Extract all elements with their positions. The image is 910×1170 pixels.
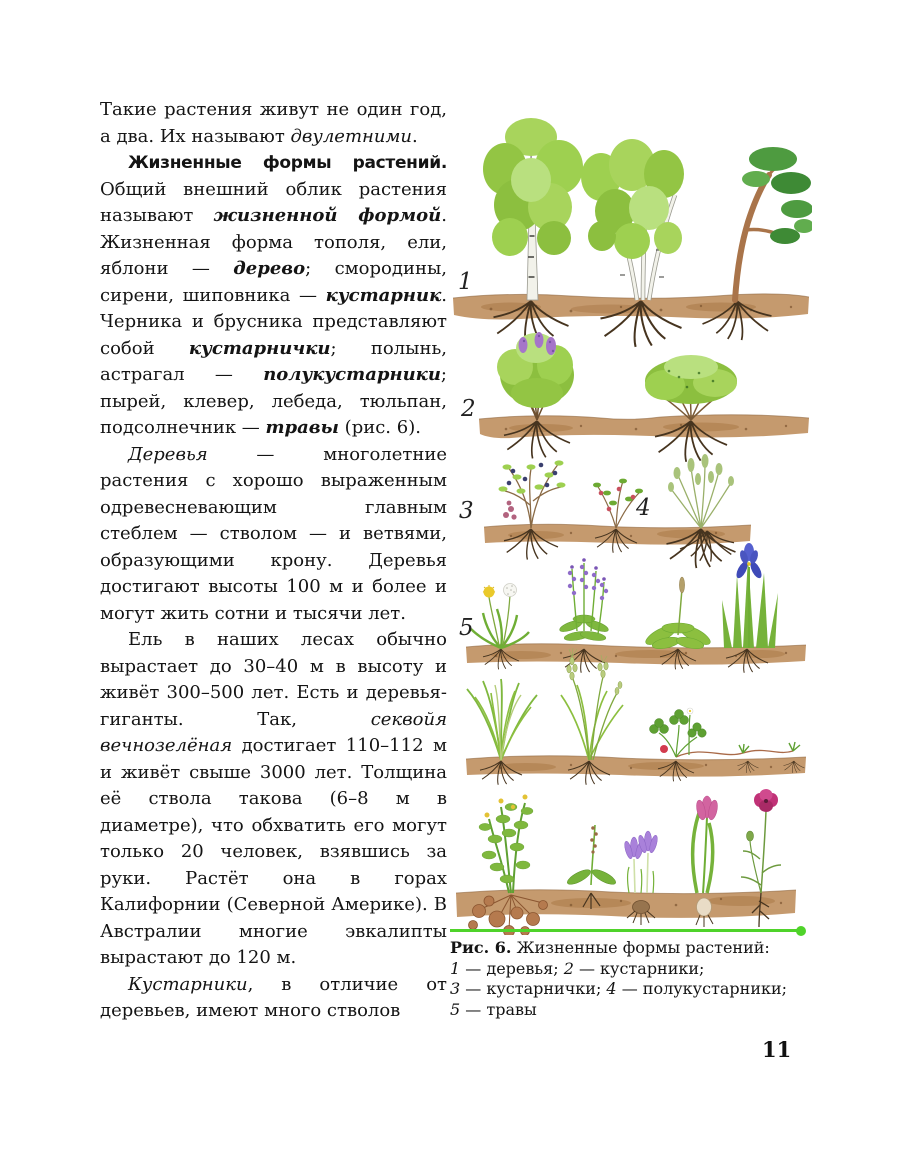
text-column [100, 97, 447, 1025]
paragraph-life-forms [100, 150, 447, 442]
text-run: . Черника и брусника представляют собой [100, 284, 447, 359]
sage [558, 558, 609, 642]
text-run: полукустарники [263, 364, 441, 385]
caption-line [450, 1000, 822, 1021]
dandelion [471, 584, 529, 649]
strawberry [650, 708, 801, 757]
text-run: — полукустарники; [616, 979, 788, 998]
text-run: Жизненные формы растений: [511, 938, 770, 957]
birch-clump [581, 139, 684, 300]
plantain [643, 577, 713, 651]
plants-illustration [450, 95, 812, 935]
text-run: кустарник [325, 284, 442, 306]
sedge-clump [467, 679, 537, 760]
caption-title [450, 938, 822, 959]
text-run: Кустарники [128, 973, 248, 995]
text-run: двулетними [290, 125, 412, 147]
text-run: кустарнички [188, 337, 331, 359]
text-run: . Жизненная форма тополя, ели, яблони — [100, 205, 447, 279]
text-run: Такие растения живут не один год, а два. Их называют [100, 99, 447, 147]
wormwood-semi-shrub [668, 454, 734, 528]
text-run: 3 [450, 979, 461, 998]
text-run: Общий внешний облик растения называют [100, 178, 447, 226]
pine-tree [735, 147, 812, 300]
text-run: — травы [460, 999, 537, 1019]
text-run: (рис. 6). [338, 417, 421, 438]
text-run: травы [265, 417, 339, 438]
figure-number-3: 3 [459, 498, 474, 524]
figure-divider-rule [450, 929, 800, 932]
caption-line [450, 979, 822, 1000]
text-run: — кустарнички; [460, 979, 607, 998]
soil-strip-row-5 [466, 644, 806, 665]
text-run: 1 [450, 958, 461, 978]
figure-caption [450, 938, 822, 1020]
text-run: ; пырей, клевер, лебеда, тюльпан, подсолнечник — [100, 364, 447, 438]
figure-life-forms [450, 95, 812, 935]
text-run: ; смородины, сирени, шиповника — [100, 258, 447, 306]
figure-number-1: 1 [458, 269, 473, 295]
text-run: Жизненные формы растений. [128, 153, 447, 173]
paragraph-biennials [100, 97, 447, 150]
text-run: жизненной формой [213, 205, 442, 226]
paragraph-shrubs [100, 972, 447, 1025]
text-run: — деревья; [460, 958, 564, 978]
soil-strip-row-7 [456, 890, 796, 918]
text-run: достигает 110–112 м и живёт свыше 3000 лет. Толщина её ствола такова (6–8 м в диаметре), что обхватить его могут только 20 человек, взявшись за руки. Растёт она в горах Калифорнии (Северной Америке). В Австралии многие эвкалипты вырастают до 120 м. [100, 735, 447, 968]
lilac-shrub [497, 332, 574, 420]
text-run: ; полынь, астрагал — [100, 337, 447, 385]
text-run: , в отличие от деревьев, имеют много стволов [100, 973, 447, 1021]
text-run: Деревья [128, 443, 208, 465]
text-run: Ель в наших лесах обычно вырастает до 30–40 м в высоту и живёт 300–500 лет. Есть и деревья-гиганты. Так, [100, 629, 447, 730]
text-run: 2 [563, 958, 574, 978]
bilberry-dwarf-shrub [499, 460, 566, 528]
text-run: секвойя вечнозелёная [100, 708, 447, 756]
birch-tree [483, 118, 583, 300]
figure-number-5: 5 [459, 615, 474, 641]
paragraph-trees [100, 442, 447, 628]
text-run: дерево [233, 258, 306, 279]
text-run: — многолетние растения с хорошо выраженным одревесневающим главным стеблем — стволом — и ветвями, образующими крону. Деревья достигают высоты 100 м и более и могут жить сотни и тысячи лет. [100, 443, 447, 624]
figure-number-2: 2 [461, 396, 476, 422]
text-run: . [412, 125, 418, 147]
iris [722, 543, 778, 648]
paragraph-spruce [100, 627, 447, 972]
spreading-shrub [645, 355, 737, 420]
text-run: 4 [606, 979, 617, 998]
text-run: 5 [450, 999, 461, 1019]
text-run: — кустарники; [573, 958, 705, 978]
text-run: Рис. 6. [450, 938, 512, 957]
page-number: 11 [762, 1037, 792, 1062]
figure-number-4: 4 [636, 495, 651, 521]
caption-line [450, 959, 822, 980]
